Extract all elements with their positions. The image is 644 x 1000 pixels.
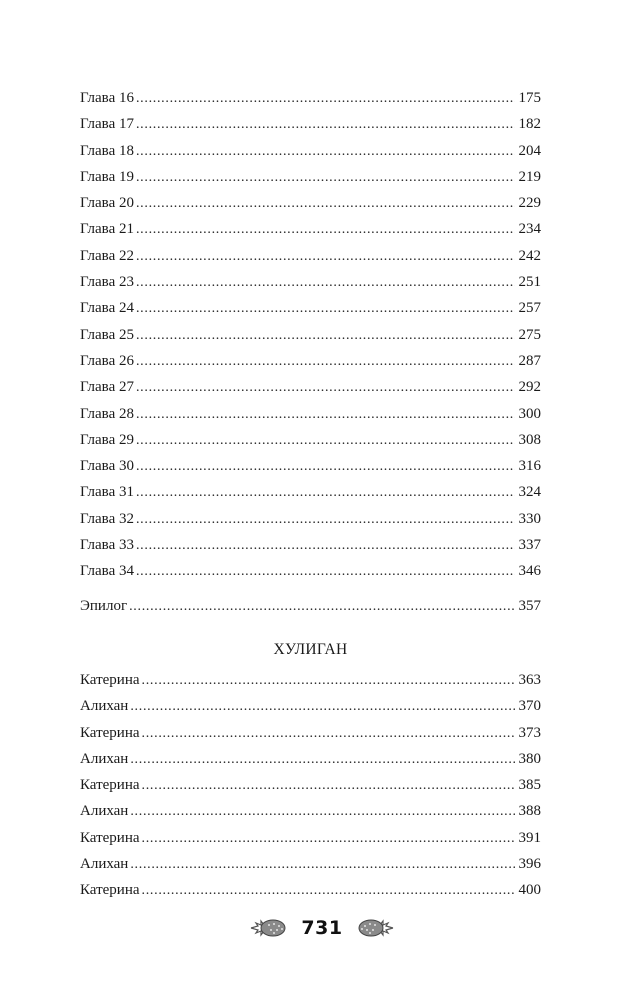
dot-leader — [136, 112, 515, 138]
section-entry-list — [80, 667, 541, 904]
toc-entry-chapter — [80, 374, 541, 400]
toc-entry-title: Глава 32 — [80, 510, 134, 527]
dot-leader — [136, 428, 515, 454]
toc-entry-title: Глава 18 — [80, 142, 134, 159]
dot-leader — [136, 244, 515, 270]
toc-entry-page: 373 — [518, 724, 541, 741]
toc-entry-section — [80, 667, 541, 693]
toc-entry-chapter — [80, 269, 541, 295]
toc-entry-chapter — [80, 216, 541, 242]
toc-entry-page: 357 — [518, 597, 541, 614]
toc-entry-title: Алихан — [80, 856, 129, 873]
toc-entry-title: Катерина — [80, 671, 140, 688]
toc-entry-chapter — [80, 164, 541, 190]
dot-leader — [136, 402, 515, 428]
toc-entry-title: Катерина — [80, 777, 140, 794]
toc-entry-page: 292 — [518, 379, 541, 396]
toc-entry-title: Катерина — [80, 829, 140, 846]
toc-entry-page: 287 — [518, 352, 541, 369]
toc-entry-section — [80, 798, 541, 824]
toc-entry-page: 380 — [518, 750, 541, 767]
dot-leader — [142, 773, 515, 799]
toc-entry-page: 346 — [518, 563, 541, 580]
dot-leader — [136, 480, 515, 506]
dot-leader — [136, 507, 515, 533]
toc-entry-page: 308 — [518, 431, 541, 448]
toc-entry-page: 370 — [518, 698, 541, 715]
toc-entry-title: Алихан — [80, 803, 129, 820]
toc-entry-section — [80, 693, 541, 719]
dot-leader — [130, 799, 514, 825]
toc-entry-title: Глава 30 — [80, 458, 134, 475]
dot-leader — [136, 296, 515, 322]
dot-leader — [136, 375, 515, 401]
toc-entry-title: Глава 21 — [80, 221, 134, 238]
toc-entry-title: Глава 25 — [80, 326, 134, 343]
toc-entry-page: 182 — [518, 116, 541, 133]
toc-entry-chapter — [80, 401, 541, 427]
toc-entry-page: 400 — [518, 882, 541, 899]
toc-entry-chapter — [80, 506, 541, 532]
toc-entry-section — [80, 720, 541, 746]
toc-entry-page: 324 — [518, 484, 541, 501]
toc-entry-chapter — [80, 190, 541, 216]
toc-entry-chapter — [80, 295, 541, 321]
toc-entry-chapter — [80, 243, 541, 269]
toc-entry-title: Глава 29 — [80, 431, 134, 448]
toc-entry-chapter — [80, 138, 541, 164]
chapter-list — [80, 85, 541, 585]
toc-entry-title: Глава 19 — [80, 168, 134, 185]
toc-entry-title: Глава 27 — [80, 379, 134, 396]
toc-entry-chapter — [80, 479, 541, 505]
toc-entry-title: Катерина — [80, 882, 140, 899]
toc-entry-chapter — [80, 558, 541, 584]
table-of-contents — [80, 85, 541, 904]
toc-entry-title: Эпилог — [80, 597, 128, 614]
toc-entry-epilogue — [80, 593, 541, 619]
toc-entry-section — [80, 772, 541, 798]
toc-entry-page: 396 — [518, 856, 541, 873]
dot-leader — [129, 594, 514, 620]
toc-entry-page: 242 — [518, 247, 541, 264]
toc-entry-section — [80, 746, 541, 772]
toc-entry-section — [80, 851, 541, 877]
dot-leader — [136, 559, 515, 585]
toc-entry-chapter — [80, 111, 541, 137]
toc-entry-page: 337 — [518, 537, 541, 554]
dot-leader — [142, 721, 515, 747]
toc-entry-title: Алихан — [80, 750, 129, 767]
page-number: 731 — [301, 917, 343, 939]
toc-entry-title: Катерина — [80, 724, 140, 741]
dot-leader — [142, 668, 515, 694]
page-footer — [0, 917, 644, 939]
toc-entry-page: 300 — [518, 405, 541, 422]
dot-leader — [142, 826, 515, 852]
toc-entry-title: Глава 22 — [80, 247, 134, 264]
toc-entry-title: Глава 31 — [80, 484, 134, 501]
toc-entry-title: Глава 33 — [80, 537, 134, 554]
toc-entry-page: 316 — [518, 458, 541, 475]
toc-entry-title: Глава 26 — [80, 352, 134, 369]
dot-leader — [136, 533, 515, 559]
toc-entry-title: Алихан — [80, 698, 129, 715]
toc-entry-page: 385 — [518, 777, 541, 794]
toc-entry-chapter — [80, 532, 541, 558]
toc-entry-page: 204 — [518, 142, 541, 159]
dot-leader — [136, 139, 515, 165]
toc-entry-page: 275 — [518, 326, 541, 343]
toc-entry-section — [80, 825, 541, 851]
toc-entry-title: Глава 17 — [80, 116, 134, 133]
toc-entry-page: 257 — [518, 300, 541, 317]
strawberry-icon — [357, 917, 395, 939]
toc-entry-page: 234 — [518, 221, 541, 238]
dot-leader — [130, 694, 514, 720]
toc-entry-chapter — [80, 322, 541, 348]
dot-leader — [136, 270, 515, 296]
toc-entry-chapter — [80, 427, 541, 453]
dot-leader — [130, 747, 514, 773]
dot-leader — [136, 191, 515, 217]
toc-entry-title: Глава 34 — [80, 563, 134, 580]
toc-entry-page: 388 — [518, 803, 541, 820]
strawberry-icon — [249, 917, 287, 939]
dot-leader — [130, 852, 514, 878]
toc-entry-title: Глава 23 — [80, 274, 134, 291]
toc-entry-page: 229 — [518, 195, 541, 212]
dot-leader — [136, 454, 515, 480]
dot-leader — [136, 86, 515, 112]
toc-entry-title: Глава 16 — [80, 90, 134, 106]
dot-leader — [136, 323, 515, 349]
toc-entry-chapter — [80, 85, 541, 111]
toc-entry-section — [80, 877, 541, 903]
toc-entry-page: 175 — [518, 90, 541, 106]
dot-leader — [136, 165, 515, 191]
dot-leader — [136, 217, 515, 243]
toc-entry-title: Глава 28 — [80, 405, 134, 422]
toc-entry-page: 363 — [518, 671, 541, 688]
toc-entry-chapter — [80, 348, 541, 374]
section-heading: ХУЛИГАН — [273, 640, 348, 658]
toc-entry-page: 251 — [518, 274, 541, 291]
toc-entry-title: Глава 20 — [80, 195, 134, 212]
dot-leader — [136, 349, 515, 375]
toc-entry-page: 219 — [518, 168, 541, 185]
toc-entry-page: 391 — [518, 829, 541, 846]
toc-entry-chapter — [80, 453, 541, 479]
toc-entry-title: Глава 24 — [80, 300, 134, 317]
toc-entry-page: 330 — [518, 510, 541, 527]
dot-leader — [142, 878, 515, 904]
